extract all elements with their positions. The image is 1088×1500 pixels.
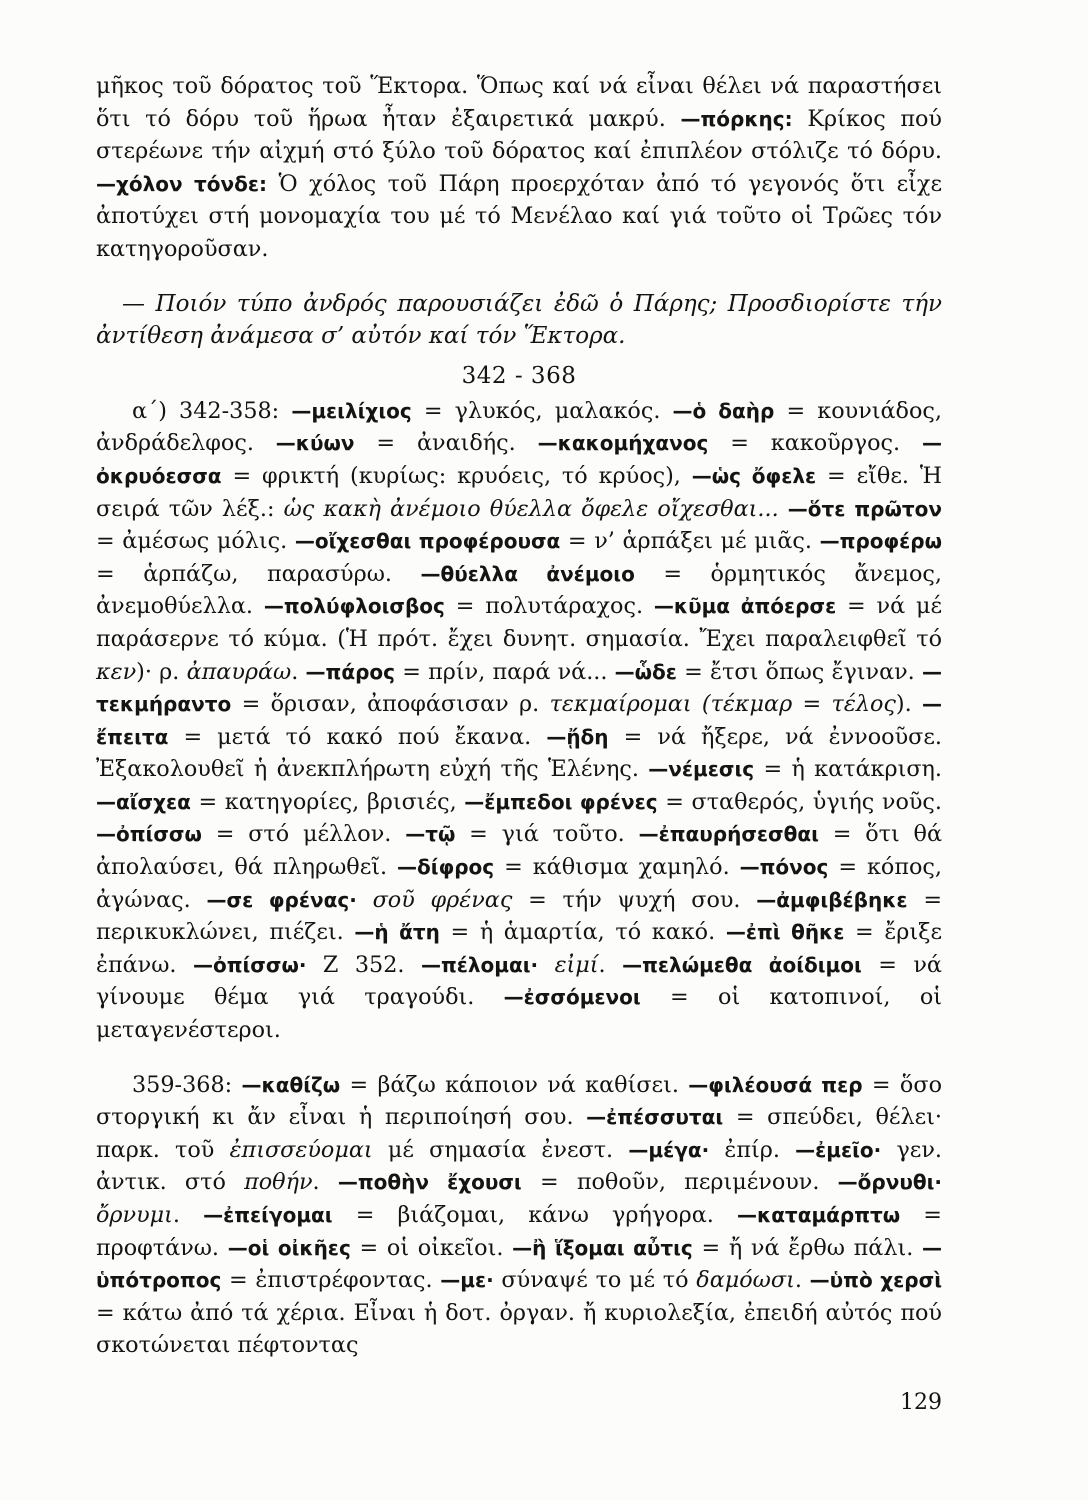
text-run: = βιάζομαι, κάνω γρήγορα. — [332, 1202, 737, 1228]
text-run: ἐπίρ. — [709, 1136, 796, 1163]
text-run: α΄) 342-358: — [132, 397, 292, 424]
text-run: = ἀμέσως μόλις. — [96, 528, 295, 555]
text-run: )· ρ. — [136, 658, 187, 685]
text-run: = νά μέ παράσερνε τό κύμα. (Ἡ πρότ. ἔχει δυνητ. σημασία. Ἔχει παραλειφθεῖ τό — [96, 593, 942, 652]
lemma-term: —πάρος — [305, 659, 396, 684]
italic-text: δαμόωσι — [696, 1267, 795, 1294]
lemma-term: —ἐπὶ θῆκε — [725, 920, 845, 945]
glossary-paragraph-359-368 — [96, 1069, 942, 1362]
italic-text: κεν — [96, 658, 137, 685]
italic-text: τεκμαίρομαι (τέκμαρ — [549, 691, 793, 718]
text-run: = ἀναιδής. — [354, 430, 538, 457]
text-run: = στό μέλλον. — [201, 821, 406, 848]
text-run: = νά γίνουμε θέμα γιά τραγούδι. — [96, 951, 942, 1011]
text-run: = ἡ ἁμαρτία, τό κακό. — [439, 919, 726, 946]
glossary-paragraph-342-358 — [96, 395, 942, 1047]
text-run: σύναψέ το μέ τό — [493, 1267, 697, 1294]
text-run: = τήν ψυχή σου. — [512, 886, 757, 913]
text-run: = ὅρισαν, ἀποφάσισαν ρ. — [231, 691, 550, 718]
text-run: = πολυτάραχος. — [444, 593, 654, 620]
italic-text: σοῦ φρένας — [372, 886, 513, 913]
text-run: = κουνιάδος, ἀνδράδελφος. — [96, 397, 942, 457]
lemma-term: —νέμεσις — [648, 757, 755, 782]
text-run: = γλυκός, μαλακός. — [411, 397, 673, 424]
lemma-term: —πόνος — [739, 855, 829, 880]
lemma-term: —με· — [440, 1268, 494, 1293]
lemma-term: —θύελλα ἀνέμοιο — [420, 561, 635, 586]
lemma-term: —πόρκης: — [680, 106, 793, 131]
lemma-term: —οἴχεσθαι προφέρουσα — [294, 529, 561, 554]
lemma-term: —δίφρος — [397, 855, 495, 880]
text-run: = σταθερός, ὑγιής νοῦς. — [657, 788, 943, 815]
text-run: = ἔριξε ἐπάνω. — [96, 919, 942, 978]
text-run: = οἱ κατοπινοί, οἱ μεταγενέστεροι. — [96, 984, 942, 1044]
lemma-term: —τεκμήραντο — [96, 659, 942, 717]
lemma-term: —ἐσσόμενοι — [503, 985, 641, 1010]
text-run: = εἴθε. Ἡ σειρά τῶν λέξ.: — [96, 462, 942, 522]
lemma-term: —φιλέουσά περ — [688, 1072, 863, 1097]
lemma-term: —πελώμεθα ἀοίδιμοι — [622, 952, 862, 977]
text-run: = γιά τοῦτο. — [455, 821, 639, 848]
text-run: . — [291, 658, 306, 685]
lemma-term: —κύων — [275, 431, 355, 456]
italic-text: ὡς κακὴ ἀνέμοιο θύελλα ὄφελε οἴχεσθαι... — [283, 495, 779, 522]
text-run: μῆκος τοῦ δόρατος τοῦ Ἕκτορα. Ὅπως καί νά εἶναι θέλει νά παραστήσει ὅτι τό δόρυ τοῦ ἥρωα ἦταν ἐξαιρετικά μακρύ. — [96, 73, 942, 132]
lemma-term: —ἐπαυρήσεσθαι — [638, 822, 819, 847]
text-run: . — [312, 1169, 338, 1196]
italic-text: — Ποιόν τύπο ἀνδρός παρουσιάζει ἐδῶ ὁ Πάρης; Προσδιορίστε τήν ἀντίθεση ἀνάμεσα σ’ αὐτόν καί τόν Ἕκτορα. — [96, 290, 942, 350]
lemma-term: —μειλίχιος — [291, 398, 412, 423]
text-run: = κάτω ἀπό τά χέρια. Εἶναι ἡ δοτ. ὀργαν. ἤ κυριολεξία, ἐπειδή αὐτός πού σκοτώνεται πέφτοντας — [96, 1299, 942, 1359]
text-run: = νά ἤξερε, νά ἐννοοῦσε. Ἐξακολουθεῖ ἡ ἀνεκπλήρωτη εὐχή τῆς Ἑλένης. — [96, 723, 942, 783]
text-run: = ἔτσι ὅπως ἔγιναν. — [676, 658, 922, 685]
lemma-term: —ὑπότροπος — [96, 1235, 942, 1293]
lemma-term: —ὑπὸ χερσὶ — [809, 1268, 942, 1293]
text-run: = ὁρμητικός ἄνεμος, ἀνεμοθύελλα. — [96, 560, 943, 620]
text-run: = περικυκλώνει, πιέζει. — [96, 886, 942, 946]
italic-text: ὄρνυμι — [96, 1202, 173, 1228]
lemma-term: —καθίζω — [241, 1072, 341, 1097]
text-run: . — [794, 1267, 810, 1294]
text-run — [357, 887, 373, 913]
lemma-term: —πολύφλοισβος — [263, 594, 445, 619]
lemma-term: —κακομήχανος — [537, 431, 709, 456]
text-run: = οἱ οἰκεῖοι. — [350, 1234, 513, 1261]
text-run: μέ σημασία ἐνεστ. — [372, 1136, 629, 1163]
text-run: = φρικτή (κυρίως: κρυόεις, τό κρύος), — [221, 462, 692, 489]
lemma-term: —οἱ οἰκῆες — [227, 1235, 351, 1260]
text-run: = κόπος, ἀγώνας. — [96, 854, 942, 913]
lemma-term: —αἴσχεα — [96, 789, 191, 814]
page-number: 129 — [900, 1390, 942, 1415]
text-run — [779, 496, 788, 522]
text-run: Ὁ χόλος τοῦ Πάρη προερχόταν ἀπό τό γεγονός ὅτι εἶχε ἀποτύχει στή μονομαχία του μέ τό Μενέλαο καί γιά τοῦτο οἱ Τρῶες τόν κατηγοροῦσαν. — [96, 170, 942, 262]
text-run: = ἁρπάζω, παρασύρω. — [96, 560, 421, 587]
lemma-term: —μέγα· — [628, 1137, 710, 1162]
text-run: = μετά τό κακό πού ἔκανα. — [168, 723, 547, 750]
text-run: = ὅτι θά ἀπολαύσει, θά πληρωθεῖ. — [96, 821, 942, 881]
lemma-term: —ἢ ἵξομαι αὖτις — [512, 1235, 693, 1260]
section-heading: 342 - 368 — [461, 362, 577, 389]
text-run: Κρίκος πού στερέωνε τήν αἰχμή στό ξύλο τοῦ δόρατος καί ἐπιπλέον στόλιζε τό δόρυ. — [96, 105, 942, 165]
italic-text: ποθήν — [244, 1169, 313, 1196]
text-run: = ν’ ἁρπάξει μέ μιᾶς. — [560, 528, 820, 555]
lemma-term: —καταμάρπτω — [736, 1203, 901, 1227]
lemma-term: —ἡ ἄτη — [354, 920, 440, 945]
italic-text: ἀπαυράω — [186, 658, 292, 685]
lemma-term: —ἔπειτα — [96, 692, 943, 749]
lemma-term: —ὡς ὄφελε — [691, 463, 817, 488]
text-run: = ἡ κατάκριση. — [754, 756, 943, 783]
lemma-term: —ὀπίσσω — [96, 822, 202, 847]
text-run: . — [172, 1202, 204, 1228]
lemma-term: —ἐπείγομαι — [203, 1203, 333, 1227]
lemma-term: —ὀπίσσω· — [192, 952, 307, 977]
lemma-term: —χόλον τόνδε: — [96, 171, 268, 196]
italic-text: ἐπισσεύομαι — [229, 1136, 373, 1163]
lemma-term: —ποθὴν ἔχουσι — [337, 1170, 522, 1195]
italic-text: τέλος — [831, 691, 896, 718]
lemma-term: —προφέρω — [819, 529, 942, 554]
lemma-term: —ἐπέσσυται — [586, 1105, 724, 1130]
text-run: = ὅσο στοργική κι ἄν εἶναι ἡ περιποίησή σου. — [96, 1071, 942, 1131]
text-run: = προφτάνω. — [96, 1202, 942, 1261]
lemma-term: —τῷ — [405, 822, 456, 847]
text-run: = κατηγορίες, βρισιές, — [190, 788, 465, 815]
text-run: = βάζω κάποιον νά καθίσει. — [340, 1071, 689, 1098]
text-run: = ἐπιστρέφοντας. — [221, 1267, 441, 1294]
lemma-term: —ὧδε — [614, 659, 677, 684]
text-run: = πρίν, παρά νά... — [395, 658, 615, 685]
text-run: = — [792, 691, 832, 718]
text-run: = ποθοῦν, περιμένουν. — [521, 1169, 838, 1196]
text-run: . — [598, 951, 623, 978]
lemma-term: —πέλομαι· — [420, 952, 539, 977]
lemma-term: —κῦμα ἀπόερσε — [653, 594, 837, 619]
commentary-paragraph-1 — [96, 70, 942, 266]
text-run: γεν. ἀντικ. στό — [96, 1136, 942, 1196]
study-question — [96, 288, 942, 353]
lemma-term: —ὄρνυθι· — [837, 1170, 942, 1195]
lemma-term: —ᾔδη — [546, 724, 609, 749]
lemma-term: —ὁ δαὴρ — [672, 398, 775, 423]
italic-text: εἰμί — [554, 951, 599, 978]
text-run: Ζ 352. — [306, 951, 421, 978]
text-run: ). — [895, 691, 923, 718]
lemma-term: —ἔμπεδοι φρένες — [464, 789, 658, 814]
text-run: 359-368: — [132, 1071, 242, 1098]
lemma-term: —ἐμεῖο· — [795, 1137, 882, 1162]
text-run: = κάθισμα χαμηλό. — [494, 854, 740, 881]
lemma-term: —ὀκρυόεσσα — [96, 431, 942, 488]
lemma-term: —σε φρένας· — [206, 887, 357, 912]
text-run: = σπεύδει, θέλει· παρκ. τοῦ — [96, 1104, 943, 1163]
text-run — [538, 952, 554, 978]
document-page — [96, 70, 942, 1470]
text-run: = κακοῦργος. — [708, 430, 922, 457]
text-run: = ἤ νά ἔρθω πάλι. — [692, 1234, 922, 1261]
lemma-term: —ὅτε πρῶτον — [787, 496, 943, 521]
lemma-term: —ἀμφιβέβηκε — [756, 887, 908, 912]
